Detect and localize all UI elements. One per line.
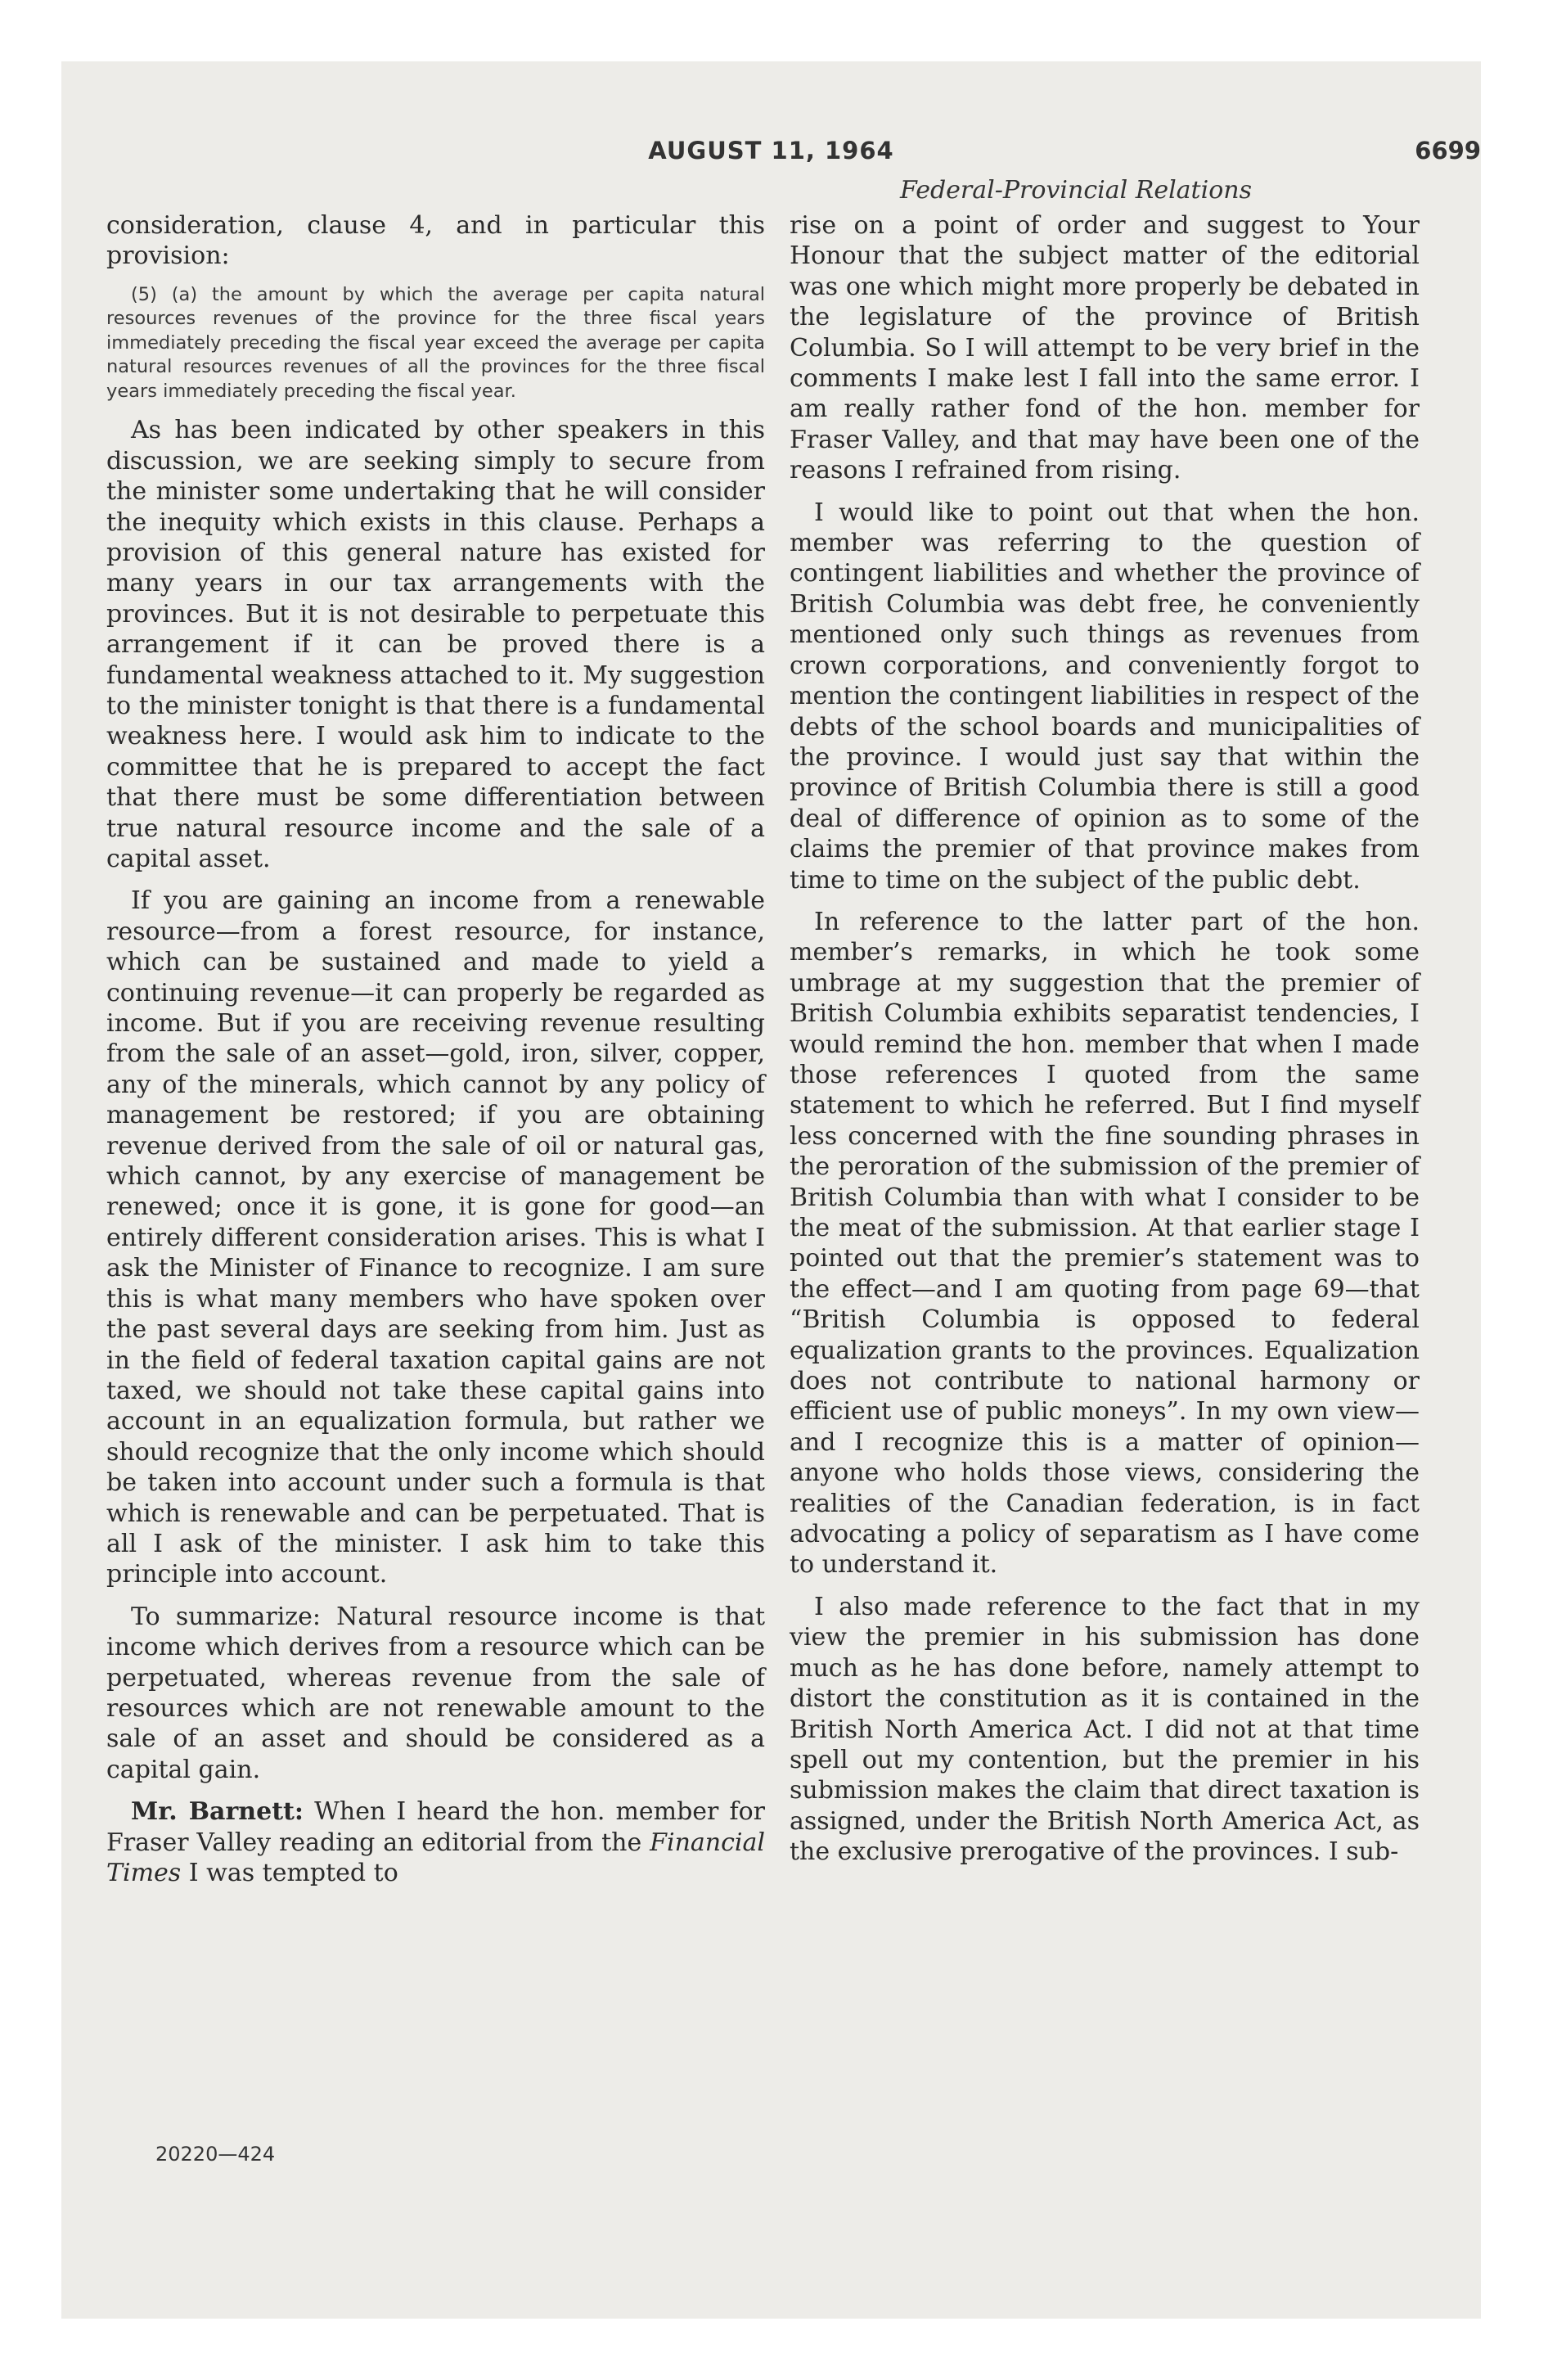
paragraph (106, 1796, 765, 1888)
section-title: Federal-Provincial Relations (900, 176, 1252, 205)
paragraph: In reference to the latter part of the hon. member’s remarks, in which he took some umbrage at my suggestion that the premier of British Columbia exhibits separatist tendencies, I would remind the hon. member that when I made those references I quoted from the same statement to which he referred. But I find myself less concerned with the fine sounding phrases in the peroration of the submission of the premier of British Columbia than with what I consider to be the meat of the submission. At that earlier stage I pointed out that the premier’s statement was to the effect—and I am quoting from page 69—that “British Columbia is opposed to federal equalization grants to the provinces. Equalization does not contribute to national harmony or efficient use of public moneys”. In my own view—and I recognize this is a matter of opinion—anyone who holds those views, considering the realities of the Canadian federation, is in fact advocating a policy of separatism as I have come to understand it. (790, 907, 1420, 1580)
paragraph: To summarize: Natural resource income is that income which derives from a resource which can be perpetuated, whereas revenue from the sale of resources which are not renewable amount to the sale of an asset and should be considered as a capital gain. (106, 1602, 765, 1784)
printing-code: 20220—424 (155, 2143, 276, 2166)
quoted-provision: (5) (a) the amount by which the average per capita natural resources revenues of the province for the three fiscal years immediately preceding the fiscal year exceed the average per capita natural resources revenues of all the provinces for the three fiscal years immediately preceding the fiscal year. (106, 283, 765, 402)
speech-text: When I heard the hon. member for Fraser Valley reading an editorial from the (106, 1797, 765, 1857)
speech-text: I was tempted to (188, 1859, 398, 1887)
header-date: AUGUST 11, 1964 (648, 137, 894, 165)
publication-title: Financial Times (106, 1828, 765, 1887)
paragraph: I would like to point out that when the hon. member was referring to the question of contingent liabilities and whether the province of British Columbia was debt free, he conveniently mentioned only such things as revenues from crown corporations, and conveniently forgot to mention the contingent liabilities in respect of the debts of the school boards and municipalities of the province. I would just say that within the province of British Columbia there is still a good deal of difference of opinion as to some of the claims the premier of that province makes from time to time on the subject of the public debt. (790, 498, 1420, 895)
paragraph: I also made reference to the fact that in my view the premier in his submission has done much as he has done before, namely attempt to distort the constitution as it is contained in the British North America Act. I did not at that time spell out my contention, but the premier in his submission makes the claim that direct taxation is assigned, under the British North America Act, as the exclusive prerogative of the provinces. I sub- (790, 1592, 1420, 1867)
left-column (106, 210, 765, 1900)
right-column (790, 210, 1420, 1879)
speaker-name: Mr. Barnett: (131, 1797, 304, 1827)
page-sheet (61, 61, 1481, 2319)
page-number: 6699 (1415, 137, 1481, 165)
paragraph: rise on a point of order and suggest to Your Honour that the subject matter of the editorial was one which might more properly be debated in the legislature of the province of British Columbia. So I will attempt to be very brief in the comments I make lest I fall into the same error. I am really rather fond of the hon. member for Fraser Valley, and that may have been one of the reasons I refrained from rising. (790, 211, 1420, 485)
paragraph: consideration, clause 4, and in particular this provision: (106, 211, 765, 271)
paragraph: As has been indicated by other speakers in this discussion, we are seeking simply to secure from the minister some undertaking that he will consider the inequity which exists in this clause. Perhaps a provision of this general nature has existed for many years in our tax arrangements with the provinces. But it is not desirable to perpetuate this arrangement if it can be proved there is a fundamental weakness attached to it. My suggestion to the minister tonight is that there is a fundamental weakness here. I would ask him to indicate to the committee that he is prepared to accept the fact that there must be some differentiation between true natural resource income and the sale of a capital asset. (106, 416, 765, 873)
paragraph: If you are gaining an income from a renewable resource—from a forest resource, for instance, which can be sustained and made to yield a continuing revenue—it can properly be regarded as income. But if you are receiving revenue resulting from the sale of an asset—gold, iron, silver, copper, any of the minerals, which cannot by any policy of management be restored; if you are obtaining revenue derived from the sale of oil or natural gas, which cannot, by any exercise of management be renewed; once it is gone, it is gone for good—an entirely different consideration arises. This is what I ask the Minister of Finance to recognize. I am sure this is what many members who have spoken over the past several days are seeking from him. Just as in the field of federal taxation capital gains are not taxed, we should not take these capital gains into account in an equalization formula, but rather we should recognize that the only income which should be taken into account under such a formula is that which is renewable and can be perpetuated. That is all I ask of the minister. I ask him to take this principle into account. (106, 886, 765, 1589)
